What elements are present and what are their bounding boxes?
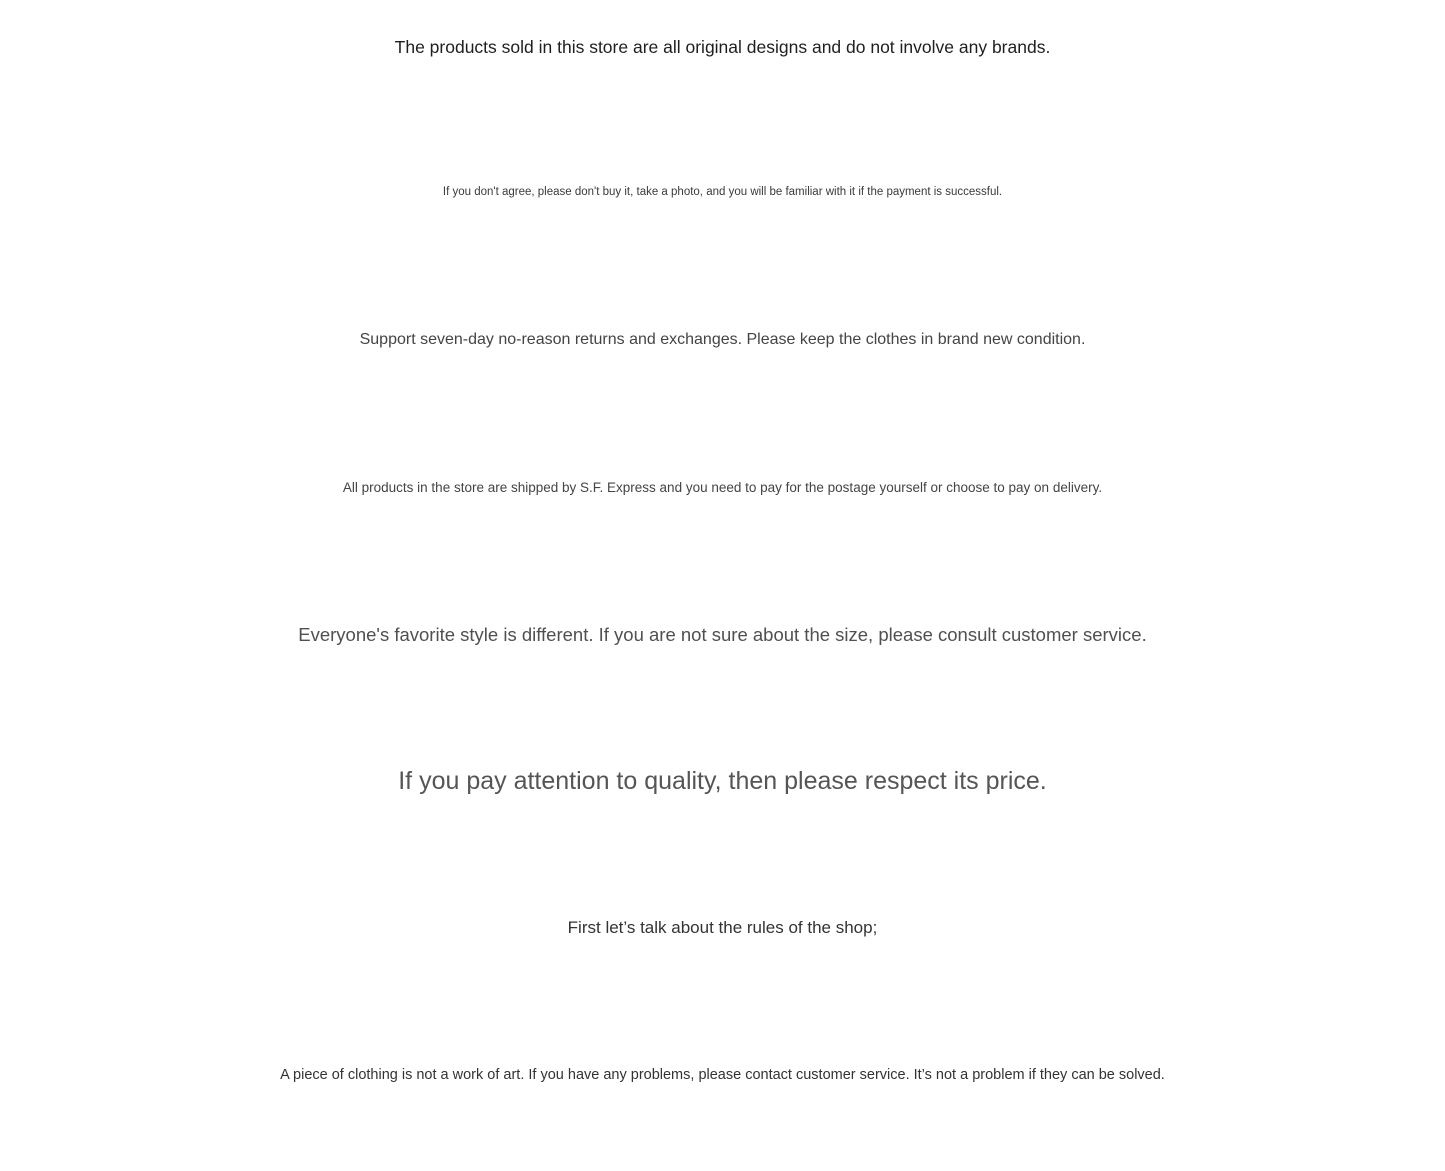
notice-shipping-policy: All products in the store are shipped by S.F. Express and you need to pay for the postage yourself or choose to pay on delivery. [342, 480, 1103, 495]
notice-size-consult: Everyone's favorite style is different. If you are not sure about the size, please consult customer service. [298, 624, 1147, 645]
notice-payment-agreement: If you don't agree, please don't buy it, take a photo, and you will be familiar with it if the payment is successful. [442, 186, 1003, 198]
notice-original-designs: The products sold in this store are all original designs and do not involve any brands. [394, 37, 1051, 57]
notice-returns-policy: Support seven-day no-reason returns and exchanges. Please keep the clothes in brand new condition. [359, 331, 1086, 348]
notice-shop-rules-heading: First let’s talk about the rules of the shop; [567, 918, 878, 937]
notice-contact-service: A piece of clothing is not a work of art. If you have any problems, please contact customer service. It’s not a problem if they can be solved. [280, 1067, 1165, 1083]
notice-quality-price: If you pay attention to quality, then please respect its price. [398, 767, 1047, 795]
